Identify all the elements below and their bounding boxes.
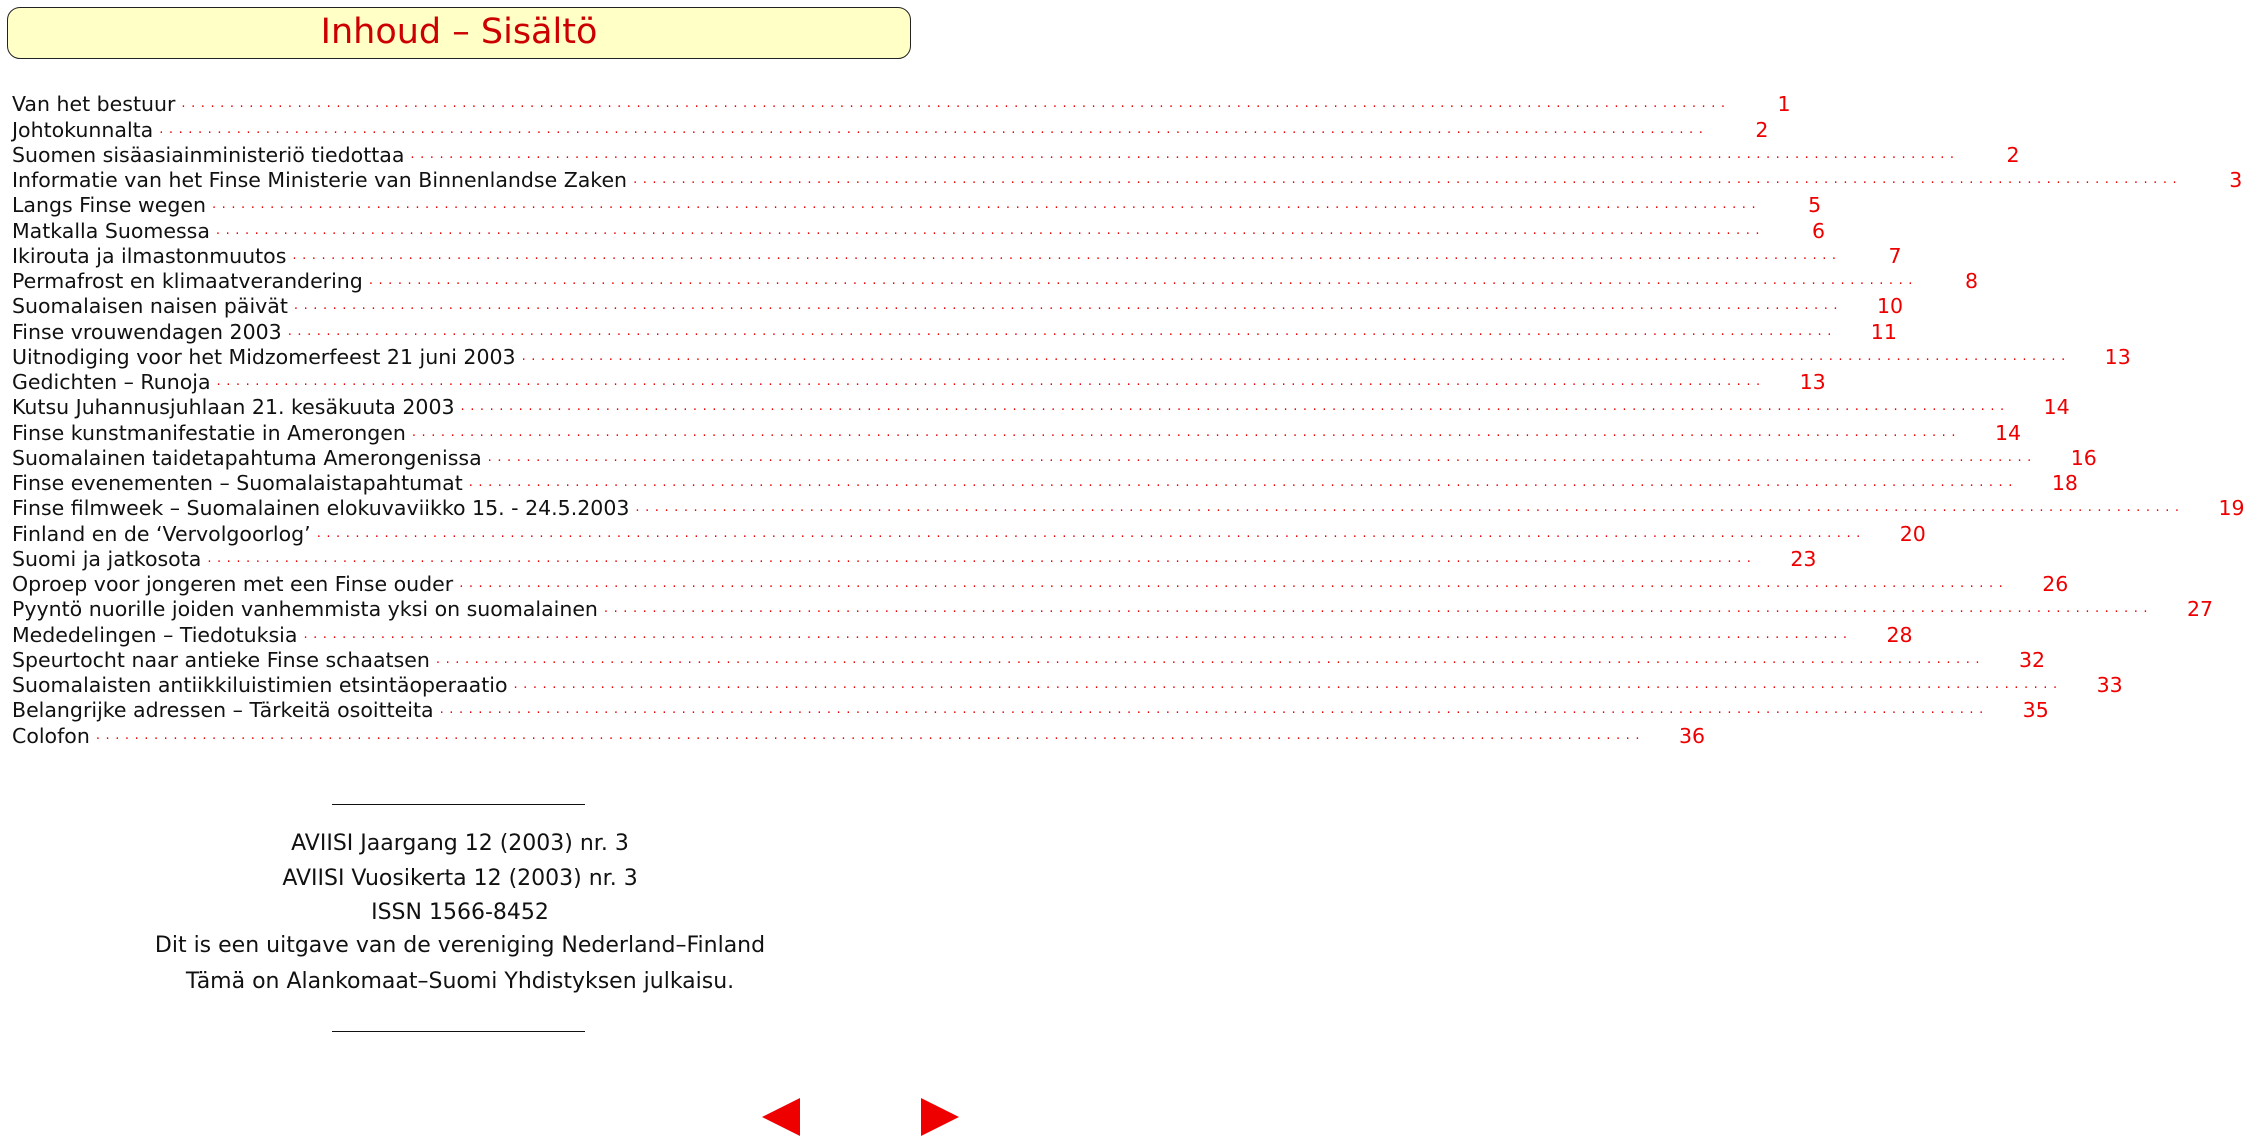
dot-leader: ................................................................................................................................................................ [207, 550, 1757, 566]
toc-entry-title: Speurtocht naar antieke Finse schaatsen [12, 647, 430, 672]
dot-leader: ................................................................................................................................................................ [95, 727, 1646, 743]
toc-entry[interactable] [12, 142, 2020, 167]
toc-entry-title: Gedichten – Runoja [12, 370, 211, 394]
dot-leader: ................................................................................................................................................................ [459, 576, 2009, 591]
toc-entry[interactable] [12, 243, 1902, 268]
toc-entry[interactable] [12, 647, 2046, 672]
toc-entry[interactable] [12, 697, 2049, 723]
toc-entry-page: 5 [1808, 193, 1822, 218]
toc-entry[interactable] [12, 621, 1913, 647]
toc-entry-title: Suomalaisen naisen päivät [12, 294, 288, 319]
toc-entry-page: 36 [1678, 723, 1706, 748]
toc-entry-page: 6 [1812, 218, 1826, 243]
toc-entry-page: 33 [2096, 673, 2123, 697]
dot-leader: ................................................................................................................................................................ [635, 500, 2185, 516]
toc-entry-title: Uitnodiging voor het Midzomerfeest 21 juni 2003 [12, 344, 516, 369]
dot-leader: ................................................................................................................................................................ [211, 197, 1762, 213]
toc-entry-page: 13 [1799, 370, 1826, 394]
toc-entry-page: 35 [2022, 698, 2049, 723]
toc-entry-title: Finse filmweek – Suomalainen elokuvaviikko 15. - 24.5.2003 [12, 496, 630, 521]
dot-leader: ................................................................................................................................................................ [287, 323, 1837, 339]
dot-leader: ................................................................................................................................................................ [303, 626, 1853, 642]
toc-entry-page: 2 [1755, 117, 1769, 142]
toc-entry-page: 32 [2018, 647, 2046, 672]
toc-entry-page: 18 [2051, 471, 2078, 495]
toc-entry-page: 7 [1888, 243, 1902, 268]
dot-leader: ................................................................................................................................................................ [439, 702, 1989, 718]
toc-entry[interactable] [12, 192, 1822, 218]
toc-entry-title: Ikirouta ja ilmastonmuutos [12, 243, 287, 268]
triangle-left-icon[interactable] [762, 1098, 800, 1136]
dot-leader: ................................................................................................................................................................ [215, 222, 1766, 238]
toc-entry[interactable] [12, 268, 1978, 293]
issn-line: ISSN 1566-8452 [371, 900, 549, 925]
toc-entry[interactable] [12, 217, 1826, 243]
toc-entry-page: 2 [2006, 142, 2020, 167]
dot-leader: ................................................................................................................................................................ [460, 399, 2010, 415]
toc-entry-page: 20 [1899, 521, 1926, 546]
dot-leader: ................................................................................................................................................................ [487, 449, 2037, 465]
toc-entry[interactable] [12, 722, 1706, 748]
toc-entry-title: Suomi ja jatkosota [12, 546, 202, 571]
toc-entry[interactable] [12, 369, 1826, 394]
toc-entry[interactable] [12, 318, 1897, 344]
title-box [7, 7, 911, 59]
toc-entry[interactable] [12, 470, 2078, 495]
toc-entry[interactable] [12, 293, 1904, 319]
dot-leader: ................................................................................................................................................................ [603, 601, 2154, 617]
dot-leader: ................................................................................................................................................................ [410, 146, 1960, 162]
toc-entry-title: Pyyntö nuorille joiden vanhemmista yksi on suomalainen [12, 597, 598, 622]
toc-entry-page: 3 [2229, 168, 2243, 192]
toc-entry[interactable] [12, 596, 2214, 622]
toc-entry[interactable] [12, 495, 2245, 521]
bottom-divider [332, 1031, 585, 1032]
toc-entry-title: Belangrijke adressen – Tärkeitä osoitteita [12, 698, 434, 723]
toc-entry-page: 10 [1876, 294, 1904, 319]
toc-entry-title: Van het bestuur [12, 92, 176, 117]
toc-entry-title: Informatie van het Finse Ministerie van Binnenlandse Zaken [12, 168, 628, 192]
dot-leader: ................................................................................................................................................................ [181, 96, 1731, 112]
dot-leader: ................................................................................................................................................................ [633, 172, 2183, 187]
toc-entry-title: Mededelingen – Tiedotuksia [12, 622, 298, 647]
page-title: Inhoud – Sisältö [320, 12, 598, 52]
toc-entry-title: Johtokunnalta [12, 117, 154, 142]
publication-line-nl: AVIISI Jaargang 12 (2003) nr. 3 [291, 831, 629, 856]
publisher-line-nl: Dit is een uitgave van de vereniging Nederland–Finland [154, 933, 766, 958]
toc-entry-page: 27 [2187, 597, 2214, 622]
toc-entry-page: 11 [1870, 319, 1897, 344]
dot-leader: ................................................................................................................................................................ [316, 525, 1866, 541]
toc-entry-page: 16 [2070, 445, 2097, 470]
toc-entry-title: Suomalainen taidetapahtuma Amerongenissa [12, 445, 482, 470]
toc-entry-title: Suomen sisäasiainministeriö tiedottaa [12, 142, 405, 167]
toc-entry-page: 28 [1886, 622, 1913, 647]
toc-entry[interactable] [12, 571, 2069, 596]
toc-entry-title: Langs Finse wegen [12, 193, 206, 218]
top-divider [332, 804, 585, 805]
table-of-contents [12, 91, 2245, 748]
dot-leader: ................................................................................................................................................................ [216, 374, 1766, 389]
dot-leader: ................................................................................................................................................................ [521, 348, 2071, 364]
toc-entry-page: 19 [2218, 496, 2245, 521]
dot-leader: ................................................................................................................................................................ [292, 247, 1842, 263]
toc-entry[interactable] [12, 344, 2131, 369]
dot-leader: ................................................................................................................................................................ [435, 651, 1986, 667]
toc-entry-page: 1 [1777, 92, 1791, 117]
toc-entry[interactable] [12, 394, 2070, 420]
dot-leader: ................................................................................................................................................................ [368, 273, 1918, 288]
toc-entry-title: Finse kunstmanifestatie in Amerongen [12, 420, 406, 445]
toc-entry-title: Finse evenementen – Suomalaistapahtumat [12, 471, 463, 495]
toc-entry-page: 13 [2104, 344, 2131, 369]
toc-entry-title: Suomalaisten antiikkiluistimien etsintäoperaatio [12, 673, 508, 697]
toc-entry-title: Matkalla Suomessa [12, 218, 210, 243]
toc-entry[interactable] [12, 116, 1769, 142]
publication-line-fi: AVIISI Vuosikerta 12 (2003) nr. 3 [282, 866, 638, 891]
toc-entry[interactable] [12, 546, 1817, 571]
toc-entry-page: 23 [1790, 546, 1817, 571]
toc-entry-title: Finse vrouwendagen 2003 [12, 319, 282, 344]
toc-entry-page: 26 [2042, 572, 2069, 596]
dot-leader: ................................................................................................................................................................ [411, 424, 1962, 440]
dot-leader: ................................................................................................................................................................ [293, 298, 1844, 314]
dot-leader: ................................................................................................................................................................ [513, 677, 2063, 692]
dot-leader: ................................................................................................................................................................ [468, 475, 2018, 490]
toc-entry-title: Permafrost en klimaatverandering [12, 269, 363, 293]
toc-entry[interactable] [12, 672, 2123, 697]
toc-entry[interactable] [12, 520, 1926, 546]
triangle-right-icon[interactable] [921, 1098, 959, 1136]
toc-entry[interactable] [12, 419, 2022, 445]
toc-entry-page: 14 [2043, 395, 2070, 420]
toc-entry[interactable] [12, 167, 2243, 192]
toc-entry-title: Colofon [12, 723, 90, 748]
toc-entry-title: Oproep voor jongeren met een Finse ouder [12, 572, 454, 596]
dot-leader: ................................................................................................................................................................ [159, 121, 1709, 137]
toc-entry-title: Finland en de ‘Vervolgoorlog’ [12, 521, 311, 546]
toc-entry[interactable] [12, 91, 1791, 117]
toc-entry-page: 8 [1964, 269, 1978, 293]
toc-entry-title: Kutsu Juhannusjuhlaan 21. kesäkuuta 2003 [12, 395, 455, 420]
toc-entry[interactable] [12, 445, 2097, 470]
toc-entry-page: 14 [1994, 420, 2022, 445]
publisher-line-fi: Tämä on Alankomaat–Suomi Yhdistyksen julkaisu. [185, 969, 735, 994]
